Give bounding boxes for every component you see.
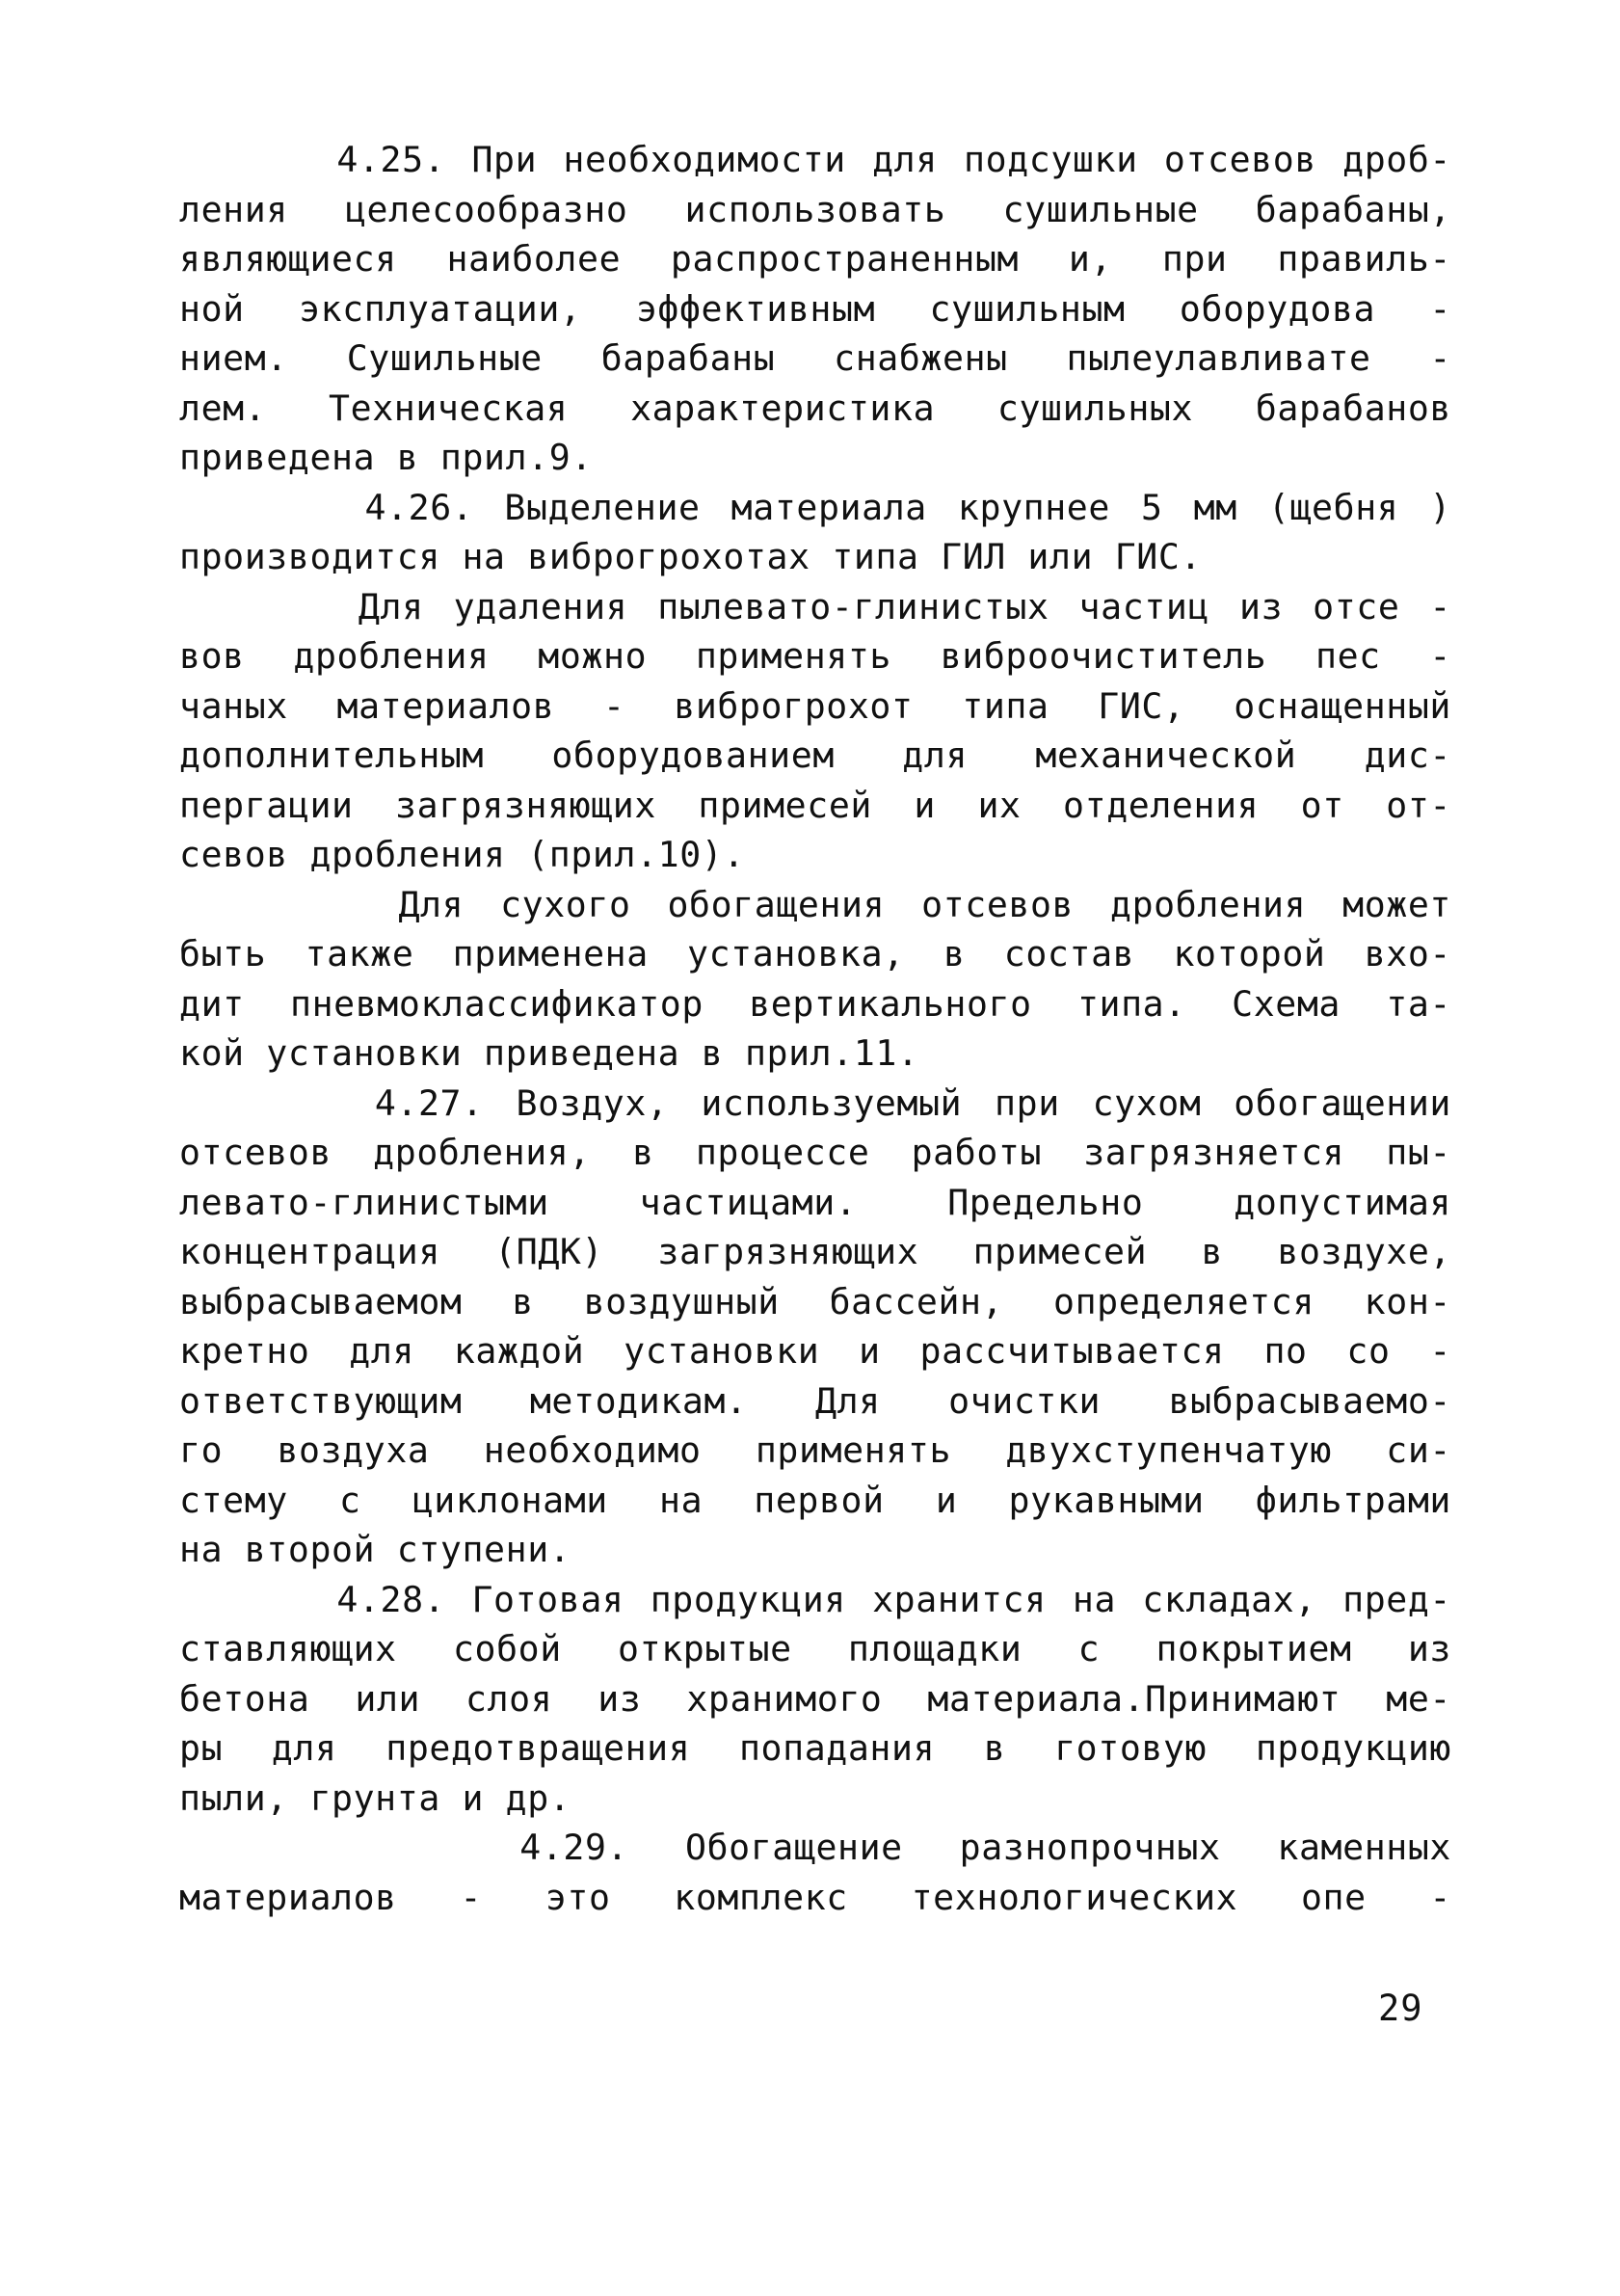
text-line: лем. Техническая характеристика сушильных барабанов: [179, 387, 1451, 429]
text-line: левато-глинистыми частицами. Предельно допустимая: [179, 1181, 1451, 1223]
text-line: производится на виброгрохотах типа ГИЛ или ГИС.: [179, 536, 1203, 577]
text-line: севов дробления (прил.10).: [179, 834, 745, 875]
text-line: дит пневмоклассификатор вертикального типа. Схема та-: [179, 982, 1451, 1025]
text-line: Для удаления пылевато-глинистых частиц из отсе -: [179, 585, 1451, 627]
text-line: быть также применена установка, в состав которой вхо-: [179, 933, 1451, 974]
text-line: на второй ступени.: [179, 1529, 571, 1570]
text-line: являющиеся наиболее распространенным и, при правиль-: [179, 238, 1451, 280]
text-line: концентрация (ПДК) загрязняющих примесей в воздухе,: [179, 1231, 1451, 1272]
text-line: вов дробления можно применять виброочиститель пес -: [179, 635, 1451, 677]
text-line: 4.26. Выделение материала крупнее 5 мм (щебня ): [179, 486, 1451, 528]
text-line: ставляющих собой открытые площадки с покрытием из: [179, 1628, 1451, 1669]
text-line: пыли, грунта и др.: [179, 1776, 571, 1819]
text-line: стему с циклонами на первой и рукавными фильтрами: [179, 1479, 1451, 1521]
text-line: кретно для каждой установки и рассчитывается по со -: [179, 1330, 1451, 1372]
text-line: 4.29. Обогащение разнопрочных каменных: [179, 1827, 1451, 1868]
text-line: Для сухого обогащения отсевов дробления может: [179, 883, 1451, 925]
text-line: нием. Сушильные барабаны снабжены пылеулавливате -: [179, 337, 1451, 379]
text-line: ной эксплуатации, эффективным сушильным оборудова -: [179, 287, 1451, 330]
text-line: ры для предотвращения попадания в готовую продукцию: [179, 1727, 1451, 1769]
page-number: 29: [1378, 1988, 1423, 2029]
text-line: ления целесообразно использовать сушильные барабаны,: [179, 188, 1451, 230]
body-text: [179, 135, 1451, 1922]
text-line: дополнительным оборудованием для механической дис-: [179, 734, 1451, 776]
text-line: отсевов дробления, в процессе работы загрязняется пы-: [179, 1132, 1451, 1173]
text-line: материалов - это комплекс технологических опе -: [179, 1876, 1451, 1918]
text-line: 4.27. Воздух, используемый при сухом обогащении: [179, 1081, 1451, 1124]
text-line: бетона или слоя из хранимого материала.Принимают ме-: [179, 1677, 1451, 1720]
text-line: ответствующим методикам. Для очистки выбрасываемо-: [179, 1379, 1451, 1422]
text-line: выбрасываемом в воздушный бассейн, определяется кон-: [179, 1280, 1451, 1322]
text-line: приведена в прил.9.: [179, 437, 593, 478]
text-line: чаных материалов - виброгрохот типа ГИС, оснащенный: [179, 684, 1451, 727]
text-line: 4.25. При необходимости для подсушки отсевов дроб-: [179, 139, 1451, 180]
text-line: кой установки приведена в прил.11.: [179, 1032, 919, 1074]
text-line: го воздуха необходимо применять двухступенчатую си-: [179, 1429, 1451, 1471]
text-line: пергации загрязняющих примесей и их отделения от от-: [179, 784, 1451, 826]
text-line: 4.28. Готовая продукция хранится на складах, пред-: [179, 1578, 1451, 1620]
